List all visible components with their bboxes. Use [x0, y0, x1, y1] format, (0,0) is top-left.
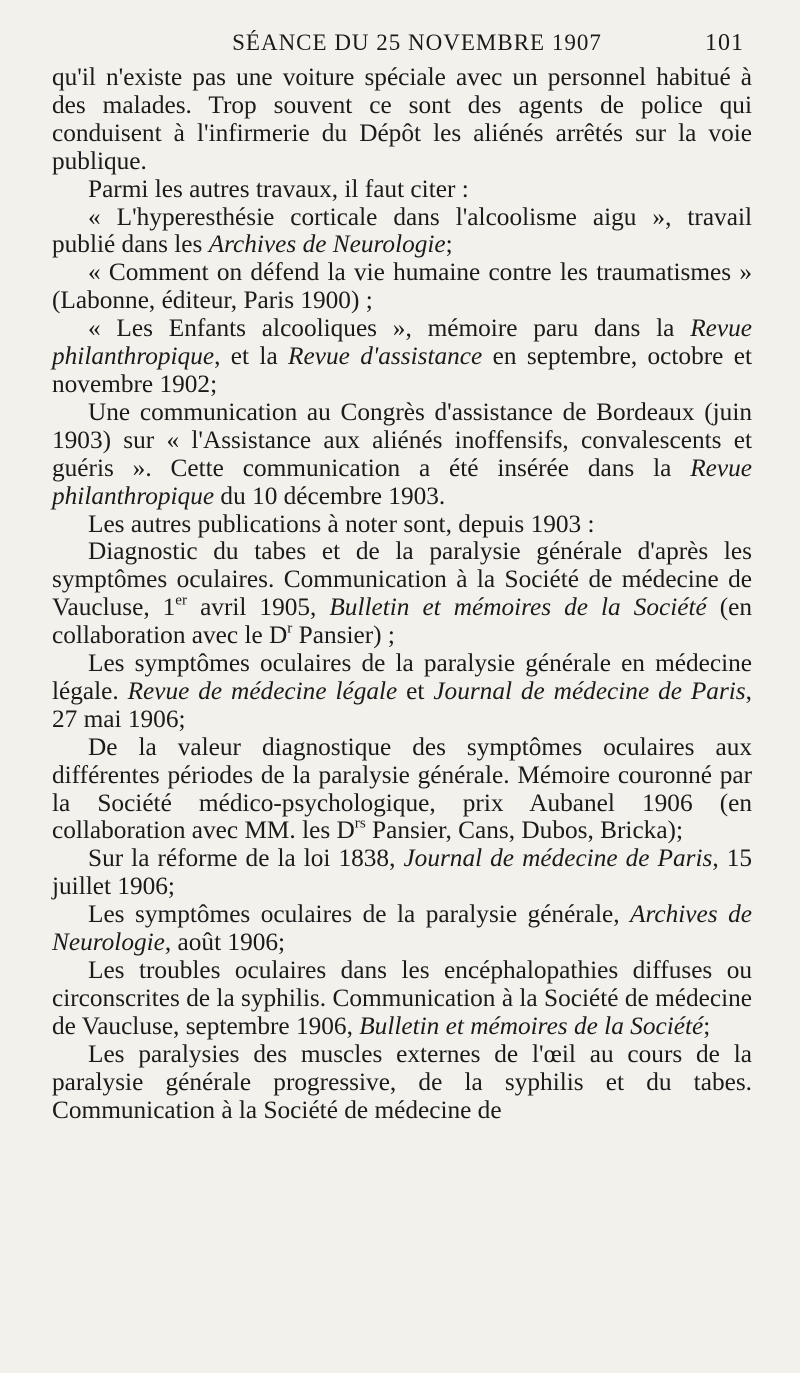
paragraph: Les paralysies des muscles externes de l'œil au cours de la paralysie générale progressive, de la syphilis et du tabes. Communication à la Société de médecine de — [52, 1039, 752, 1124]
running-head: SÉANCE DU 25 NOVEMBRE 1907 — [232, 30, 602, 55]
paragraph: Les autres publications à noter sont, depuis 1903 : — [88, 509, 595, 538]
superscript: r — [287, 619, 293, 637]
italic-title: Revue philanthropique — [52, 314, 752, 371]
paragraph: Les troubles oculaires dans les encéphalopathies diffuses ou circonscrites de la syphilis. Communication à la Société de médecine de Vaucluse, septembre 1906, Bulletin et mémoires de la Société; — [52, 956, 752, 1040]
italic-title: Journal de médecine de Paris — [433, 676, 746, 705]
body-text — [52, 64, 752, 1124]
paragraph: Diagnostic du tabes et de la paralysie générale d'après les symptômes oculaires. Communication à la Société de médecine de Vaucluse, 1er avril 1905, Bulletin et mémoires de la Société (en collaboration avec le $D^r$ Pansier) ; — [52, 537, 753, 650]
paragraph: « Comment on défend la vie humaine contre les traumatismes » (Labonne, éditeur, Paris 1900) ; — [52, 258, 752, 315]
paragraph: Les symptômes oculaires de la paralysie générale, Archives de Neurologie, août 1906; — [52, 900, 752, 957]
italic-title: Journal de médecine de Paris — [403, 844, 713, 873]
paragraph: « Les Enfants alcooliques », mémoire paru dans la Revue philanthropique, et la Revue d'assistance en septembre, octobre et novembre 1902; — [52, 314, 753, 398]
italic-title: Archives de Neurologie — [52, 900, 752, 957]
superscript: er — [175, 591, 188, 609]
paragraph: Une communication au Congrès d'assistance de Bordeaux (juin 1903) sur « l'Assistance aux aliénés inoffensifs, convalescents et guéris ». Cette communication a été insérée dans la Revue philanthropique du 10 décembre 1903. — [52, 397, 752, 510]
paragraph: Parmi les autres travaux, il faut citer : — [88, 174, 469, 203]
superscript: rs — [354, 814, 366, 832]
paragraph: Sur la réforme de la loi 1838, Journal de médecine de Paris, 15 juillet 1906; — [52, 844, 752, 901]
italic-title: Bulletin et mémoires de la Société — [359, 1011, 704, 1040]
page-number: 101 — [705, 30, 744, 56]
italic-title: Revue de médecine légale — [127, 676, 398, 705]
paragraph: qu'il n'existe pas une voiture spéciale avec un personnel habitué à des malades. Trop souvent ce sont des agents de police qui conduisent à l'infirmerie du Dépôt les aliénés arrêtés sur la voie publique. — [52, 63, 752, 175]
paragraph: « L'hyperesthésie corticale dans l'alcoolisme aigu », travail publié dans les Archives de Neurologie; — [52, 202, 752, 259]
italic-title: Revue philanthropique — [52, 453, 752, 510]
page-header — [52, 30, 752, 64]
italic-title: Archives de Neurologie — [208, 230, 446, 259]
paragraph: Les symptômes oculaires de la paralysie générale en médecine légale. Revue de médecine légale et Journal de médecine de Paris, 27 mai 1906; — [52, 649, 752, 733]
italic-title: Revue d'assistance — [288, 342, 483, 371]
italic-title: Bulletin et mémoires de la Société — [329, 593, 707, 622]
paragraph: De la valeur diagnostique des symptômes oculaires aux différentes périodes de la paralysie générale. Mémoire couronné par la Société médico-psychologique, prix Aubanel 1906 (en collaboration avec MM. les $D^{rs}$ Pansier, Cans, Dubos, Bricka); — [52, 732, 752, 845]
